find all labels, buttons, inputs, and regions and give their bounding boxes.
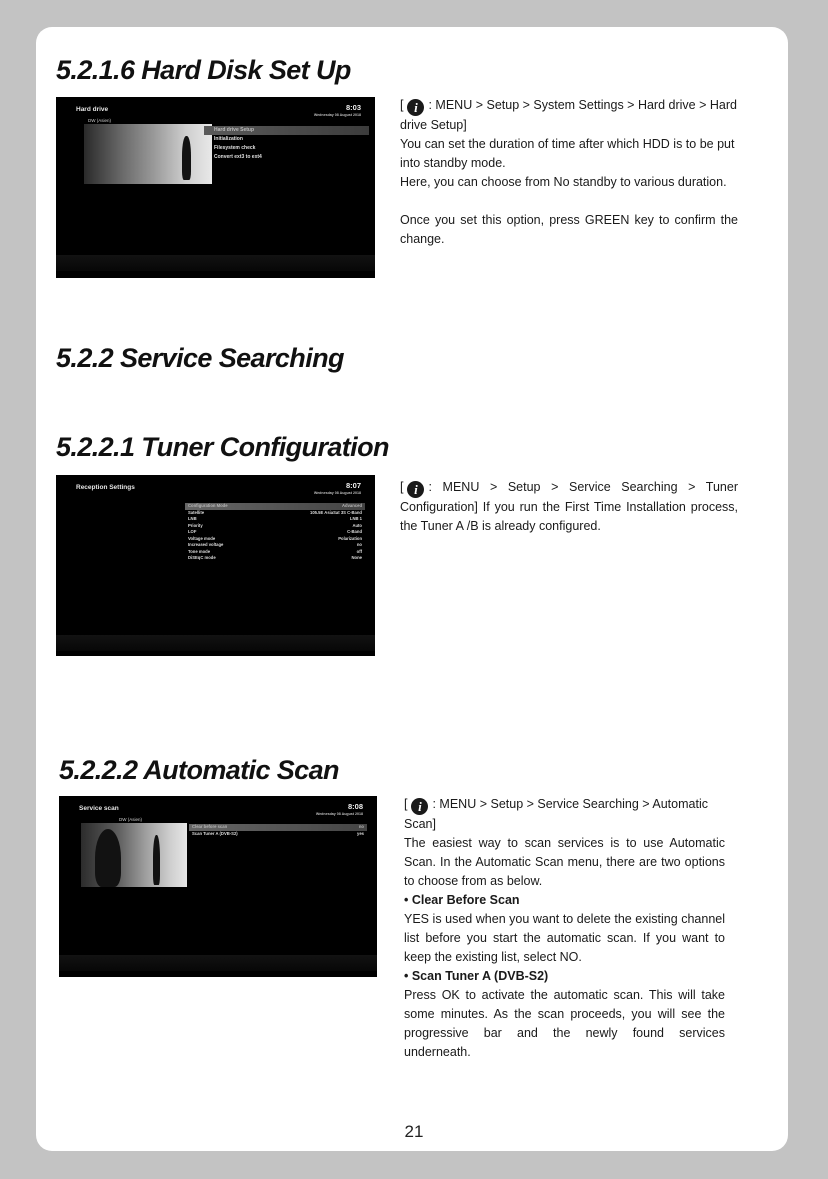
info-icon: i: [407, 99, 424, 116]
setting-row[interactable]: Configuration Mode Advanced: [185, 503, 365, 510]
hdd-text-1: You can set the duration of time after which HDD is to be put into standby mode.: [400, 137, 735, 170]
screen-title: Service scan: [79, 805, 119, 812]
tv-preview: [81, 823, 187, 887]
heading-service-searching: 5.2.2 Service Searching: [56, 343, 344, 373]
screen-date: Wednesday 08 August 2018: [313, 491, 361, 495]
setting-row[interactable]: Voltage mode Polarization: [188, 535, 362, 541]
setting-row[interactable]: Tone mode off: [188, 548, 362, 554]
option-title-clear-before-scan: • Clear Before Scan: [404, 893, 520, 907]
setting-row[interactable]: Increased voltage no: [188, 542, 362, 547]
tuner-description: [ i : MENU > Setup > Service Searching > Tuner Configuration] If you run the First Time Installation process, the Tuner A /B is already configured.: [400, 480, 738, 533]
hdd-menu: [204, 126, 369, 162]
option-text-clear-before-scan: YES is used when you want to delete the existing channel list before you start the automatic scan. If you want to keep the existing list, select NO.: [404, 912, 725, 964]
screen-clock: 8:08: [347, 802, 363, 811]
auto-scan-menu-path: : MENU > Setup > Service Searching > Automatic Scan]: [404, 797, 708, 831]
heading-automatic-scan: 5.2.2.2 Automatic Scan: [59, 755, 339, 785]
tuner-menu-path: : MENU > Setup > Service Searching > Tuner Configuration] If you run the First Time Installation process, the Tuner A /B is already configured.: [400, 480, 738, 533]
service-scan-screenshot: [59, 796, 377, 977]
menu-item-hard-drive-setup[interactable]: Hard drive Setup: [204, 126, 369, 135]
tv-preview: [84, 124, 212, 184]
screen-title: Hard drive: [76, 106, 109, 113]
setting-row[interactable]: LNB LNB 1: [188, 516, 362, 521]
heading-tuner-configuration: 5.2.2.1 Tuner Configuration: [56, 432, 389, 462]
hdd-description: [ i : MENU > Setup > System Settings > Hard drive > Hard drive Setup] You can set the duration of time after which HDD is to be put into standby mode. Here, you can choose from No standby to various duration. Once you set this option, press GREEN key to confirm the change.: [400, 96, 738, 249]
info-icon: i: [407, 481, 424, 498]
screen-clock: 8:07: [345, 481, 361, 490]
screen-clock: 8:03: [345, 103, 361, 112]
info-icon: i: [411, 798, 428, 815]
menu-item-convert-ext3-ext4[interactable]: Convert ext3 to ext4: [214, 154, 262, 160]
hdd-menu-path: : MENU > Setup > System Settings > Hard drive > Hard drive Setup]: [400, 98, 737, 132]
reception-settings-list: [185, 503, 365, 562]
option-text-scan-tuner-a: Press OK to activate the automatic scan. This will take some minutes. As the scan proceeds, you will see the progressive bar and the newly found services underneath.: [404, 988, 725, 1059]
hard-drive-screenshot: [56, 97, 375, 278]
screen-footer: [56, 635, 375, 651]
screen-date: Wednesday 08 August 2018: [313, 113, 361, 117]
setting-row[interactable]: LOF C-Band: [188, 529, 362, 534]
setting-row[interactable]: Priority Auto: [188, 522, 362, 528]
menu-item-initialization[interactable]: Initialization: [214, 136, 243, 142]
setting-row[interactable]: DiSEqC mode None: [188, 555, 362, 560]
screen-title: Reception Settings: [76, 484, 135, 491]
screen-date: Wednesday 08 August 2018: [315, 812, 363, 816]
reception-settings-screenshot: [56, 475, 375, 656]
screen-footer: [56, 255, 375, 271]
auto-scan-description: [ i : MENU > Setup > Service Searching > Automatic Scan] The easiest way to scan services is to use Automatic Scan. In the Automatic Scan menu, there are two options to choose from as below. • Clear Before Scan YES is used when you want to delete the existing channel list before you start the automatic scan. If you want to keep the existing list, select NO. • Scan Tuner A (DVB-S2) Press OK to activate the automatic scan. This will take some minutes. As the scan proceeds, you will see the progressive bar and the newly found services underneath.: [404, 795, 725, 1062]
heading-hard-disk-setup: 5.2.1.6 Hard Disk Set Up: [56, 55, 351, 85]
option-title-scan-tuner-a: • Scan Tuner A (DVB-S2): [404, 969, 549, 983]
screen-footer: [59, 955, 377, 971]
setting-row[interactable]: Satellite 105.5E AsiaSat 3S C-Band: [188, 509, 362, 515]
scan-option-row[interactable]: Clear before scan no: [189, 824, 367, 831]
page-number: 21: [404, 1122, 424, 1141]
scan-option-row[interactable]: Scan Tuner A (DVB-S2) yes: [192, 830, 364, 836]
service-scan-list: [189, 824, 367, 837]
auto-scan-intro: The easiest way to scan services is to use Automatic Scan. In the Automatic Scan menu, there are two options to choose from as below.: [404, 836, 725, 888]
hdd-text-2: Here, you can choose from No standby to various duration.: [400, 175, 727, 189]
channel-name: DW (Asien): [119, 817, 143, 822]
menu-item-filesystem-check[interactable]: Filesystem check: [214, 145, 256, 151]
channel-name: DW (Asien): [88, 118, 112, 123]
hdd-text-3: Once you set this option, press GREEN key to confirm the change.: [400, 213, 738, 246]
